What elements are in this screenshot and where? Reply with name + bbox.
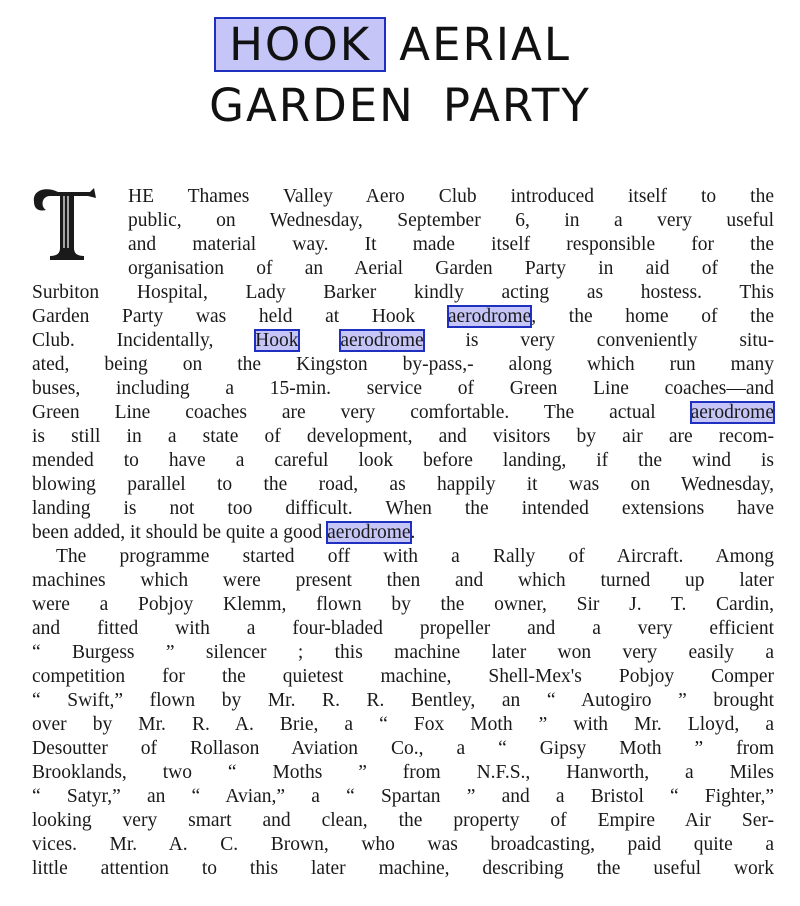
text-line: public, on Wednesday, September 6, in a very useful xyxy=(128,210,774,231)
text-segment: been added, it should be quite a good xyxy=(32,522,328,543)
text-line: little attention to this later machine, describing the useful work xyxy=(32,858,774,879)
text-segment: . xyxy=(410,522,416,543)
title-word-highlighted: HOOK xyxy=(215,18,385,71)
article-title-line-1 xyxy=(0,18,800,71)
text-line: looking very smart and clean, the property of Empire Air Ser- xyxy=(32,810,774,831)
text-line: organisation of an Aerial Garden Party in aid of the xyxy=(128,258,774,279)
text-line: Surbiton Hospital, Lady Barker kindly acting as hostess. This xyxy=(32,282,774,303)
text-segment: Club. Incidentally, xyxy=(32,330,256,351)
text-line: buses, including a 15-min. service of Green Line coaches—and xyxy=(32,378,774,399)
highlighted-term: Hook xyxy=(255,330,299,351)
text-line: were a Pobjoy Klemm, flown by the owner, Sir J. T. Cardin, xyxy=(32,594,774,615)
text-line: and material way. It made itself responsible for the xyxy=(128,234,774,255)
text-line: “ Satyr,” an “ Avian,” a “ Spartan ” and a Bristol “ Fighter,” xyxy=(32,786,774,807)
text-line xyxy=(32,521,774,545)
text-segment: is very conveniently situ- xyxy=(423,330,774,351)
text-line: is still in a state of development, and visitors by air are recom- xyxy=(32,426,774,447)
title-word: AERIAL xyxy=(399,18,571,71)
text-line: ated, being on the Kingston by-pass,- along which run many xyxy=(32,354,774,375)
text-line: machines which were present then and which turned up later xyxy=(32,570,774,591)
text-line: The programme started off with a Rally of Aircraft. Among xyxy=(56,546,774,567)
text-line: and fitted with a four-bladed propeller and a very efficient xyxy=(32,618,774,639)
text-line xyxy=(32,401,774,425)
text-segment: , the home of the xyxy=(531,306,774,327)
text-line: blowing parallel to the road, as happily it was on Wednesday, xyxy=(32,474,774,495)
text-line: mended to have a careful look before landing, if the wind is xyxy=(32,450,774,471)
title-word: PARTY xyxy=(442,79,591,132)
text-segment: Garden Party was held at Hook xyxy=(32,306,448,327)
text-line: HE Thames Valley Aero Club introduced itself to the xyxy=(128,186,774,207)
text-line: vices. Mr. A. C. Brown, who was broadcasting, paid quite a xyxy=(32,834,774,855)
highlighted-term: aerodrome xyxy=(690,402,774,423)
text-line: landing is not too difficult. When the intended extensions have xyxy=(32,498,774,519)
drop-cap-t-ornament xyxy=(28,182,100,262)
text-line: Desoutter of Rollason Aviation Co., a “ Gipsy Moth ” from xyxy=(32,738,774,759)
text-line: over by Mr. R. A. Brie, a “ Fox Moth ” with Mr. Lloyd, a xyxy=(32,714,774,735)
text-line xyxy=(32,305,774,329)
text-line: “ Swift,” flown by Mr. R. R. Bentley, an “ Autogiro ” brought xyxy=(32,690,774,711)
highlighted-term: aerodrome xyxy=(340,330,424,351)
text-segment xyxy=(299,330,341,351)
title-word: GARDEN xyxy=(209,79,415,132)
highlighted-term: aerodrome xyxy=(447,306,532,327)
text-segment: Green Line coaches are very comfortable. The actual xyxy=(32,402,691,423)
text-line: competition for the quietest machine, Shell-Mex's Pobjoy Comper xyxy=(32,666,774,687)
text-line xyxy=(32,329,774,353)
text-line: Brooklands, two “ Moths ” from N.F.S., Hanworth, a Miles xyxy=(32,762,774,783)
svg-text:T: T xyxy=(66,245,68,247)
text-line: “ Burgess ” silencer ; this machine later won very easily a xyxy=(32,642,774,663)
article-title-line-2 xyxy=(0,79,800,132)
highlighted-term: aerodrome xyxy=(327,522,411,543)
